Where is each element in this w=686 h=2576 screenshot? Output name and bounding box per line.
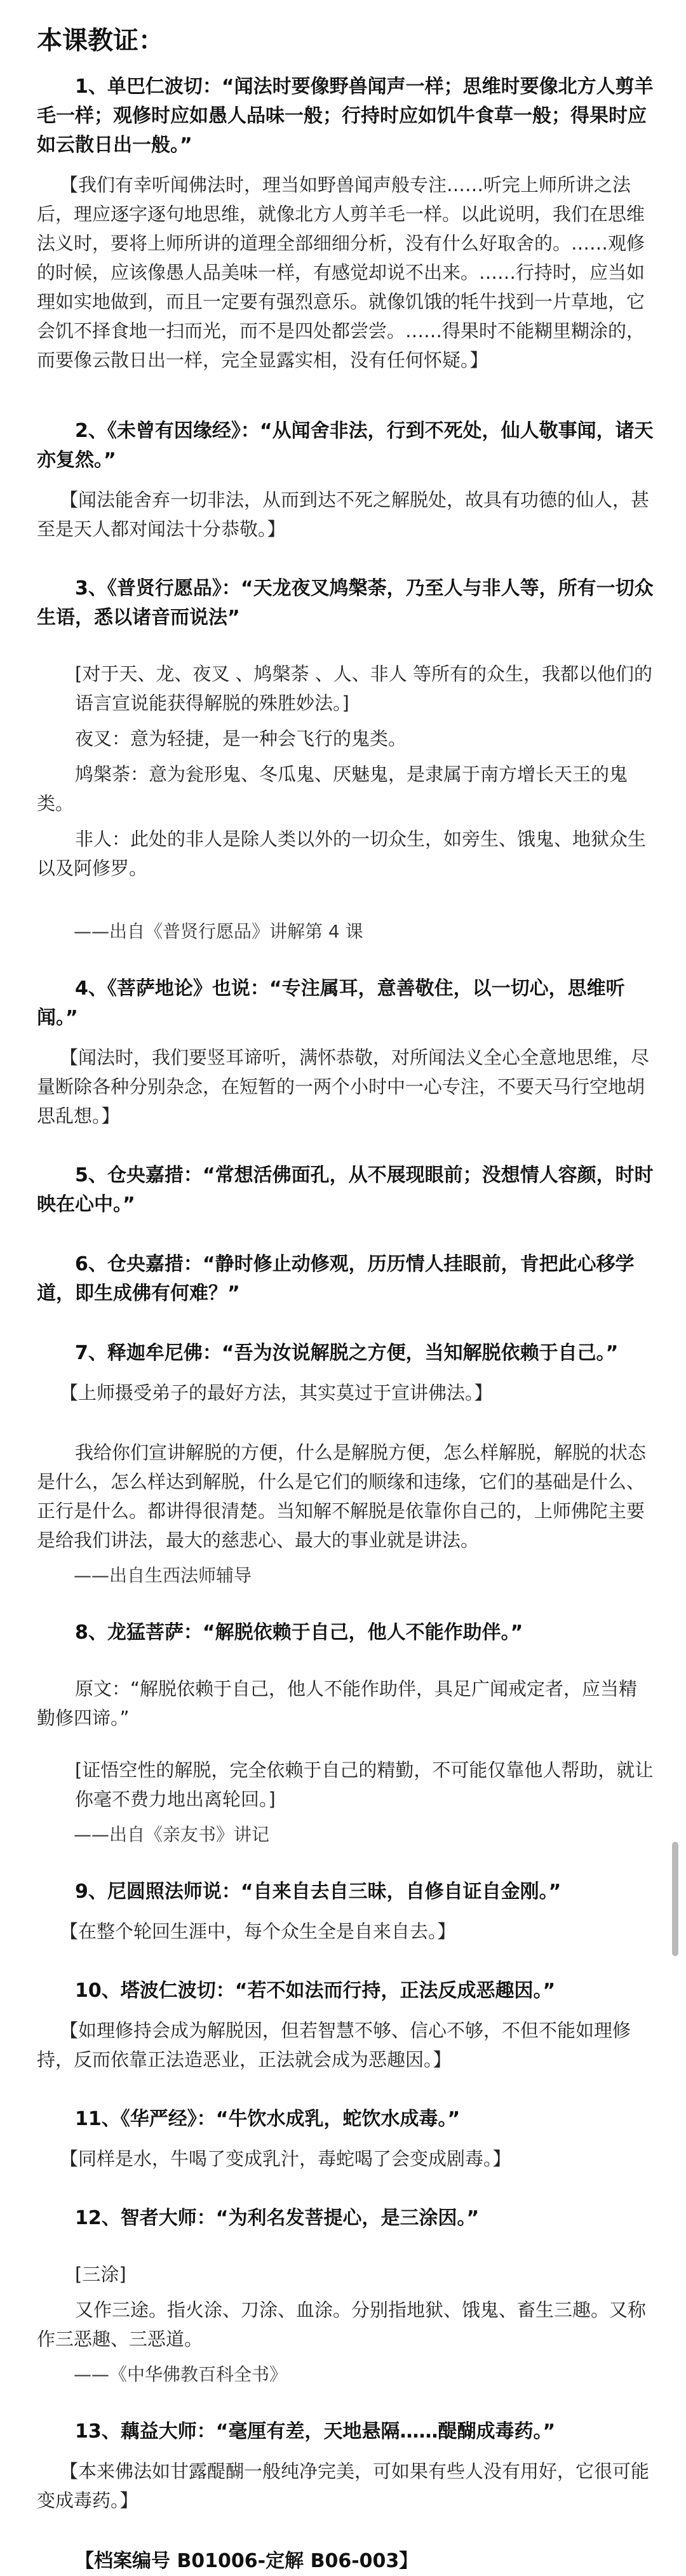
teaching-entry-10: [37, 1976, 654, 2074]
entry-note: 【本来佛法如甘露醍醐一般纯净完美，可如果有些人没有用好，它很可能变成毒药。】: [37, 2460, 650, 2511]
entry-source: ——出自《亲友书》讲记: [74, 1824, 270, 1845]
teaching-entry-11: [37, 2105, 654, 2173]
entry-paragraph: [证悟空性的解脱，完全依赖于自己的精勤，不可能仅靠他人帮助，就让你毫不费力地出离轮回。]: [75, 1759, 654, 1810]
entry-quote: 13、藕益大师：“毫厘有差，天地悬隔……醍醐成毒药。”: [75, 2420, 556, 2443]
entry-quote: 11、《华严经》：“牛饮水成乳，蛇饮水成毒。”: [75, 2108, 461, 2130]
entry-paragraph: 原文：“解脱依赖于自己，他人不能作助伴，具足广闻戒定者，应当精勤修四谛。”: [37, 1678, 638, 1729]
teaching-entry-8: [37, 1618, 654, 1849]
entry-paragraph: 我给你们宣讲解脱的方便，什么是解脱方便，怎么样解脱，解脱的状态是什么，怎么样达到解脱，什么是它们的顺缘和违缘，它们的基础是什么、正行是什么。都讲得很清楚。当知解不解脱是依靠你自己的，上师佛陀主要是给我们讲法，最大的慈悲心、最大的事业就是讲法。: [37, 1442, 647, 1551]
teaching-entry-5: [37, 1161, 654, 1219]
entry-paragraph: [三涂]: [75, 2264, 126, 2285]
entry-quote: 10、塔波仁波切：“若不如法而行持，正法反成恶趣因。”: [75, 1980, 556, 2002]
entry-quote: 7、释迦牟尼佛：“吾为汝说解脱之方便，当知解脱依赖于自己。”: [75, 1342, 619, 1364]
entry-note: 【闻法时，我们要竖耳谛听，满怀恭敬，对所闻法义全心全意地思维，尽量断除各种分别杂念，在短暂的一两个小时中一心专注，不要天马行空地胡思乱想。】: [37, 1047, 650, 1127]
teaching-entry-1: [37, 72, 654, 375]
entry-note: 【同样是水，牛喝了变成乳汁，毒蛇喝了会变成剧毒。】: [60, 2148, 511, 2170]
entry-quote: 5、仓央嘉措：“常想活佛面孔，从不展现眼前；没想情人容颜，时时映在心中。”: [37, 1164, 654, 1216]
entry-paragraph: 非人：此处的非人是除人类以外的一切众生，如旁生、饿鬼、地狱众生以及阿修罗。: [37, 828, 647, 879]
entry-source: ——出自《普贤行愿品》讲解第 4 课: [74, 921, 363, 942]
entry-note: 【在整个轮回生涯中，每个众生全是自来自去。】: [60, 1921, 456, 1942]
entry-note: 【如理修持会成为解脱因，但若智慧不够、信心不够，不但不能如理修持，反而依靠正法造恶业，正法就会成为恶趣因。】: [37, 2020, 631, 2070]
teaching-entry-13: [37, 2417, 654, 2515]
teaching-entry-6: [37, 1250, 654, 1308]
entry-quote: 4、《菩萨地论》也说：“专注属耳，意善敬住，以一切心，思维听闻。”: [37, 977, 625, 1029]
entry-quote: 6、仓央嘉措：“静时修止动修观，历历情人挂眼前，肯把此心移学道，即生成佛有何难？”: [37, 1253, 635, 1305]
teaching-entry-12: [37, 2204, 654, 2389]
archive-number: 【档案编号 B01006-定解 B06-003】: [75, 2550, 419, 2572]
entry-paragraph: 鸠槃荼：意为瓮形鬼、冬瓜鬼、厌魅鬼，是隶属于南方增长天王的鬼类。: [37, 763, 628, 814]
page-title: 本课教证：: [37, 26, 164, 55]
entry-source: ——出自生西法师辅导: [74, 1565, 252, 1586]
teaching-entry-9: [37, 1877, 654, 1946]
entry-paragraph: [对于天、龙、夜叉 、鸠槃荼 、人、非人 等所有的众生，我都以他们的语言宣说能获得解脱的殊胜妙法。]: [75, 663, 652, 714]
entry-quote: 9、尼圆照法师说：“自来自去自三昧，自修自证自金刚。”: [75, 1881, 562, 1903]
entry-quote: 1、单巴仁波切：“闻法时要像野兽闻声一样；思维时要像北方人剪羊毛一样；观修时应如愚人品味一般；行持时应如饥牛食草一般；得果时应如云散日出一般。”: [37, 76, 654, 156]
entry-quote: 3、《普贤行愿品》：“天龙夜叉鸠槃荼，乃至人与非人等，所有一切众生语，悉以诸音而说法”: [37, 577, 654, 629]
entry-source: ——《中华佛教百科全书》: [74, 2364, 288, 2385]
entry-note: 【我们有幸听闻佛法时，理当如野兽闻声般专注……听完上师所讲之法后，理应逐字逐句地思维，就像北方人剪羊毛一样。以此说明，我们在思维法义时，要将上师所讲的道理全部细细分析，没有什么好取舍的。……观修的时候，应该像愚人品美味一样，有感觉却说不出来。……行持时，应当如理如实地做到，而且一定要有强烈意乐。就像饥饿的牦牛找到一片草地，它会饥不择食地一扫而光，而不是四处都尝尝。……得果时不能糊里糊涂的，而要像云散日出一样，完全显露实相，没有任何怀疑。】: [37, 174, 645, 371]
entry-quote: 2、《未曾有因缘经》：“从闻舍非法，行到不死处，仙人敬事闻，诸天亦复然。”: [37, 420, 654, 471]
teaching-entry-4: [37, 974, 654, 1130]
entry-quote: 12、智者大师：“为利名发菩提心，是三涂因。”: [75, 2207, 480, 2229]
scrollbar-thumb[interactable]: [672, 1842, 678, 1956]
entry-paragraph: 又作三途。指火涂、刀涂、血涂。分别指地狱、饿鬼、畜生三趣。又称作三恶趣、三恶道。: [37, 2299, 647, 2350]
teaching-entry-2: [37, 417, 654, 544]
entry-note: 【闻法能舍弃一切非法，从而到达不死之解脱处，故具有功德的仙人，甚至是天人都对闻法十分恭敬。】: [37, 489, 650, 540]
entry-note: 【上师摄受弟子的最好方法，其实莫过于宣讲佛法。】: [60, 1382, 493, 1404]
entry-quote: 8、龙猛菩萨：“解脱依赖于自己，他人不能作助伴。”: [75, 1621, 523, 1644]
entry-paragraph: 夜叉：意为轻捷，是一种会飞行的鬼类。: [75, 728, 407, 749]
teaching-entry-7: [37, 1339, 654, 1590]
teaching-entry-3: [37, 574, 654, 946]
